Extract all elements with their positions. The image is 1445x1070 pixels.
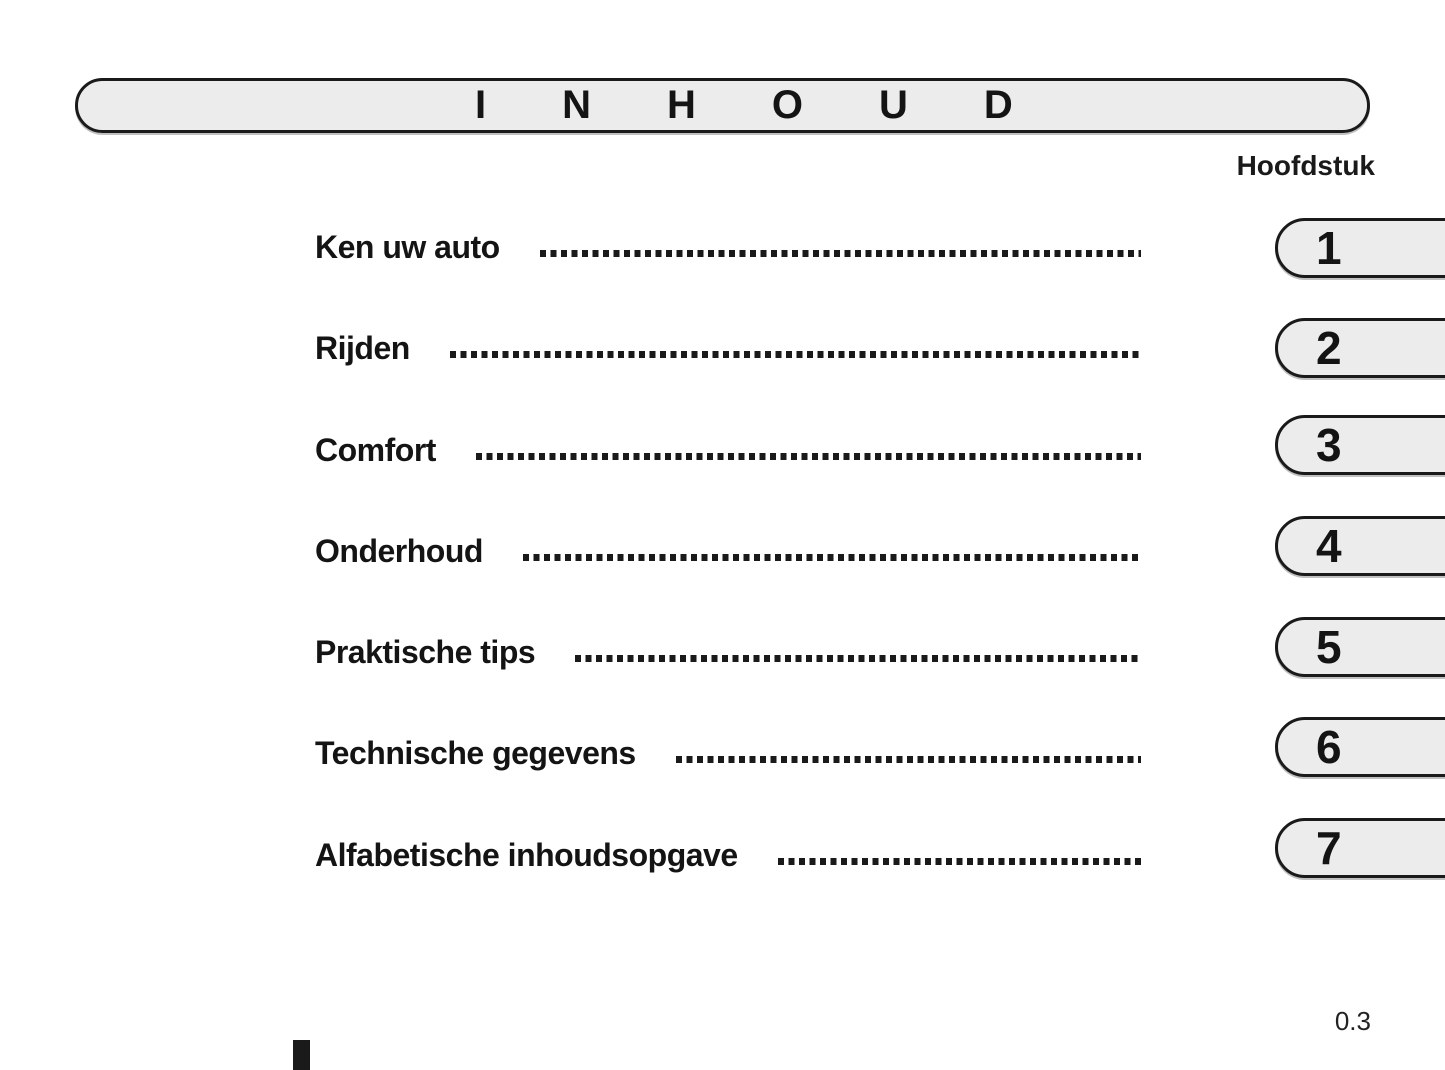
dotted-leader xyxy=(476,453,1141,460)
toc-entry-label: Comfort xyxy=(315,431,436,468)
chapter-tab-1 xyxy=(1275,218,1445,278)
toc-row xyxy=(315,530,1141,572)
title-banner xyxy=(75,78,1370,133)
toc-entry-label: Alfabetische inhoudsopgave xyxy=(315,836,738,873)
toc-entry-label: Praktische tips xyxy=(315,633,536,670)
chapter-tab-3 xyxy=(1275,415,1445,475)
chapter-tab-6 xyxy=(1275,717,1445,777)
chapter-tab-7 xyxy=(1275,818,1445,878)
dotted-leader xyxy=(540,250,1141,257)
print-registration-mark xyxy=(293,1040,310,1070)
chapter-tab-4 xyxy=(1275,516,1445,576)
page-title: INHOUD xyxy=(475,83,1089,127)
toc-row xyxy=(315,429,1141,471)
toc-row xyxy=(315,226,1141,268)
dotted-leader xyxy=(450,351,1141,358)
dotted-leader xyxy=(676,756,1141,763)
chapter-number: 4 xyxy=(1316,520,1342,572)
dotted-leader xyxy=(575,655,1141,662)
toc-entry-label: Ken uw auto xyxy=(315,228,500,265)
chapter-tab-5 xyxy=(1275,617,1445,677)
dotted-leader xyxy=(523,554,1141,561)
chapter-tab-2 xyxy=(1275,318,1445,378)
chapter-number: 2 xyxy=(1316,322,1342,374)
toc-entry-label: Technische gegevens xyxy=(315,734,636,771)
toc-entry-label: Rijden xyxy=(315,329,410,366)
chapter-number: 1 xyxy=(1316,222,1342,274)
chapter-number: 6 xyxy=(1316,721,1342,773)
chapter-number: 3 xyxy=(1316,419,1342,471)
toc-row xyxy=(315,327,1141,369)
dotted-leader xyxy=(778,858,1141,865)
toc-row xyxy=(315,834,1141,876)
toc-row xyxy=(315,732,1141,774)
chapter-number: 5 xyxy=(1316,621,1342,673)
toc-entry-label: Onderhoud xyxy=(315,532,483,569)
page-number: 0.3 xyxy=(1334,1006,1371,1036)
chapter-column-heading: Hoofdstuk xyxy=(1236,150,1375,181)
chapter-number: 7 xyxy=(1316,822,1342,874)
toc-row xyxy=(315,631,1141,673)
